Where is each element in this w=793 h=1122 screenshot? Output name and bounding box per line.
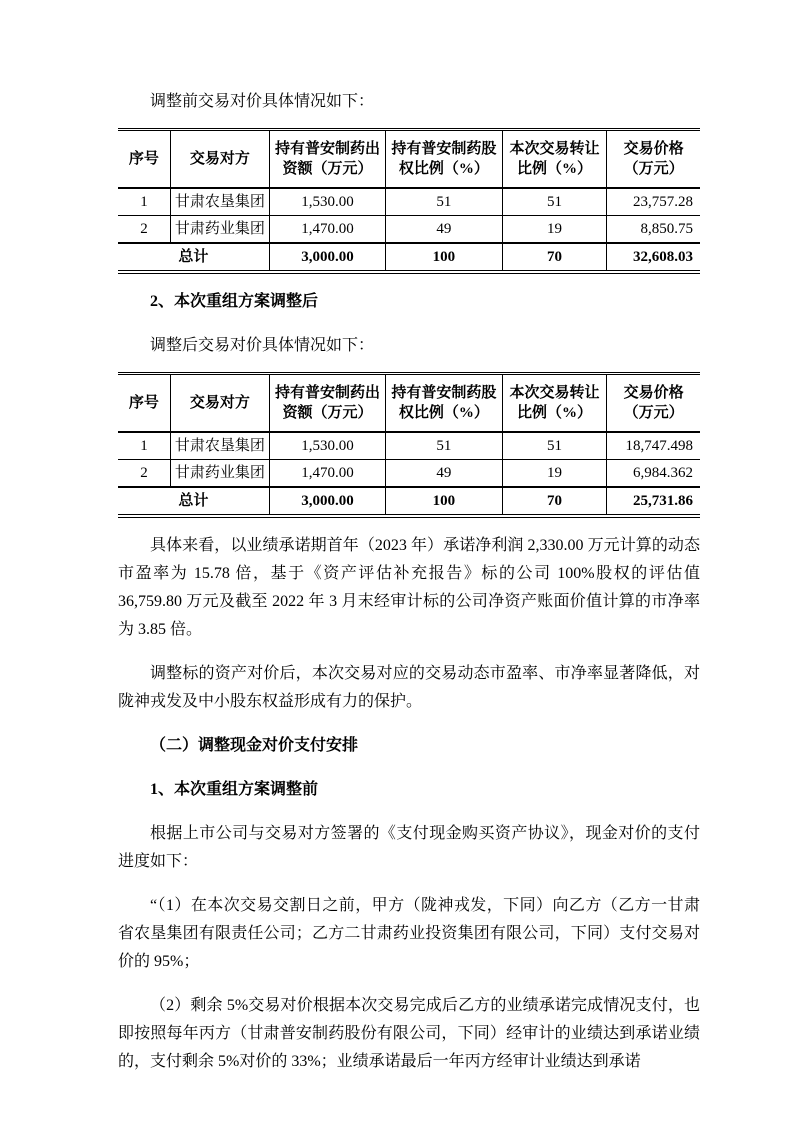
table-cell: 100 — [386, 487, 502, 516]
table-consideration-after — [118, 372, 700, 518]
column-header-price: 交易价格（万元） — [607, 130, 700, 189]
table-header-row — [118, 374, 700, 433]
column-header-price: 交易价格（万元） — [607, 374, 700, 433]
table-cell: 1,470.00 — [269, 216, 385, 244]
column-header-capital: 持有普安制药出资额（万元） — [269, 374, 385, 433]
column-header-seq: 序号 — [118, 374, 170, 433]
table-cell: 49 — [386, 216, 502, 244]
table-cell: 甘肃农垦集团 — [170, 432, 269, 460]
valuation-paragraph: 具体来看，以业绩承诺期首年（2023 年）承诺净利润 2,330.00 万元计算的动态市盈率为 15.78 倍，基于《资产评估补充报告》标的公司 100%股权的评估值 36,759.80 万元及截至 2022 年 3 月末经审计标的公司净资产账面价值计算的市净率为 3.85 倍。 — [118, 537, 700, 638]
table-cell: 1,530.00 — [269, 188, 385, 216]
table-cell: 甘肃农垦集团 — [170, 188, 269, 216]
table-cell: 2 — [118, 460, 170, 488]
table-cell: 1 — [140, 438, 148, 454]
table-cell: 49 — [386, 460, 502, 488]
table-cell: 3,000.00 — [269, 487, 385, 516]
table-cell: 甘肃药业集团 — [170, 216, 269, 244]
table-cell: 2 — [118, 216, 170, 244]
table-cell: 51 — [386, 432, 502, 460]
table-row — [118, 216, 700, 244]
table-total-row — [118, 487, 700, 516]
table-consideration-before — [118, 128, 700, 274]
section2-heading: 2、本次重组方案调整后 — [150, 293, 319, 310]
column-header-equity: 持有普安制药股权比例（%） — [386, 374, 502, 433]
intro-before-paragraph: 调整前交易对价具体情况如下： — [150, 93, 375, 110]
table-total-row — [118, 243, 700, 272]
column-header-party: 交易对方 — [170, 130, 269, 189]
table-cell: 51 — [502, 188, 607, 216]
table-cell: 32,608.03 — [607, 243, 700, 272]
table-total-label: 总计 — [118, 487, 269, 516]
table-cell: 3,000.00 — [269, 243, 385, 272]
protection-paragraph: 调整标的资产对价后，本次交易对应的交易动态市盈率、市净率显著降低，对陇神戎发及中小股东权益形成有力的保护。 — [118, 665, 700, 710]
table-cell: 1,530.00 — [269, 432, 385, 460]
column-header-party: 交易对方 — [170, 374, 269, 433]
table-cell: 甘肃药业集团 — [170, 460, 269, 488]
payment-item2-paragraph: （2）剩余 5%交易对价根据本次交易完成后乙方的业绩承诺完成情况支付，也即按照每年丙方（甘肃普安制药股份有限公司，下同）经审计的业绩达到承诺业绩的，支付剩余 5%对价的 33%；业绩承诺最后一年丙方经审计业绩达到承诺 — [118, 997, 700, 1070]
table-cell: 100 — [386, 243, 502, 272]
column-header-transfer: 本次交易转让比例（%） — [502, 130, 607, 189]
agreement-paragraph: 根据上市公司与交易对方签署的《支付现金购买资产协议》，现金对价的支付进度如下： — [118, 825, 700, 870]
table-row — [118, 432, 700, 460]
table-cell: 18,747.498 — [607, 432, 700, 460]
table-header-row — [118, 130, 700, 189]
table-cell: 51 — [502, 432, 607, 460]
payment-item1-paragraph: “（1）在本次交易交割日之前，甲方（陇神戎发，下同）向乙方（乙方一甘肃省农垦集团有限责任公司；乙方二甘肃药业投资集团有限公司，下同）支付交易对价的 95%； — [118, 897, 700, 970]
table-total-label: 总计 — [118, 243, 269, 272]
table-cell: 1 — [140, 194, 148, 210]
table-cell: 6,984.362 — [607, 460, 700, 488]
table-row — [118, 188, 700, 216]
column-header-capital: 持有普安制药出资额（万元） — [269, 130, 385, 189]
table-cell: 25,731.86 — [607, 487, 700, 516]
column-header-transfer: 本次交易转让比例（%） — [502, 374, 607, 433]
table-cell: 19 — [502, 460, 607, 488]
table-cell: 1,470.00 — [269, 460, 385, 488]
intro-after-paragraph: 调整后交易对价具体情况如下： — [150, 337, 375, 354]
table-cell: 8,850.75 — [607, 216, 700, 244]
table-cell: 51 — [386, 188, 502, 216]
column-header-seq: 序号 — [118, 130, 170, 189]
column-header-equity: 持有普安制药股权比例（%） — [386, 130, 502, 189]
table-row — [118, 460, 700, 488]
table-cell: 70 — [502, 243, 607, 272]
subsection1-heading: 1、本次重组方案调整前 — [150, 781, 319, 798]
section-heading-cash-payment: （二）调整现金对价支付安排 — [150, 737, 359, 754]
table-cell: 70 — [502, 487, 607, 516]
table-cell: 19 — [502, 216, 607, 244]
table-cell: 23,757.28 — [607, 188, 700, 216]
